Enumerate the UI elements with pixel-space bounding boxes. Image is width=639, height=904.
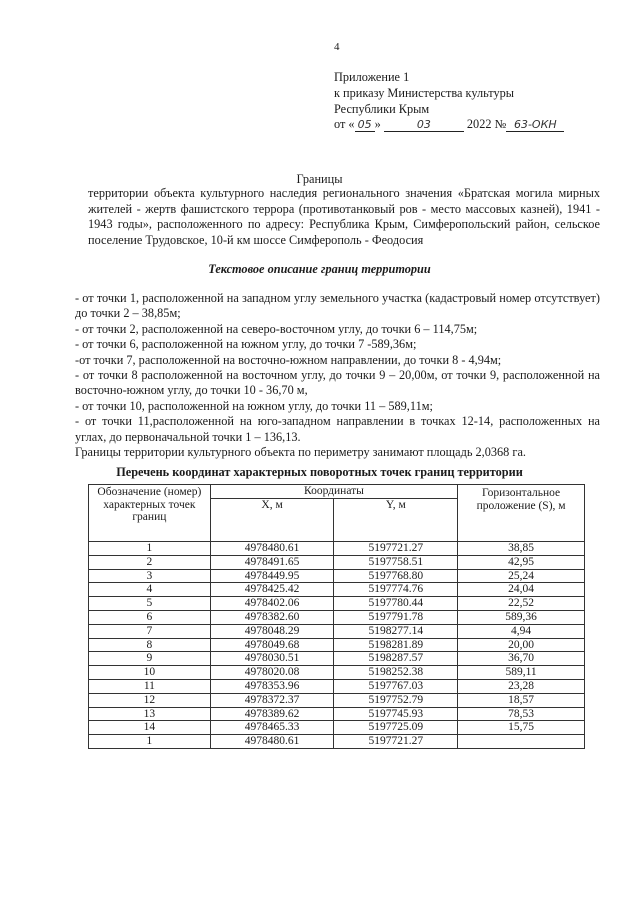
cell-point: 12	[89, 693, 211, 707]
cell-length: 25,24	[458, 569, 585, 583]
description-line: - от точки 10, расположенной на южном углу, до точки 11 – 589,11м;	[75, 398, 433, 413]
area-summary: Границы территории культурного объекта по периметру занимают площадь 2,0368 га.	[75, 445, 526, 460]
cell-y: 5197721.27	[334, 542, 458, 556]
cell-x: 4978425.42	[210, 583, 334, 597]
cell-y: 5198287.57	[334, 652, 458, 666]
year-prefix: 2022 №	[466, 117, 507, 132]
table-row	[89, 597, 585, 611]
date-mid: »	[374, 117, 381, 132]
cell-y: 5198281.89	[334, 638, 458, 652]
cell-point: 6	[89, 610, 211, 624]
table-row	[89, 555, 585, 569]
date-day: 05	[355, 118, 375, 132]
cell-y: 5197791.78	[334, 610, 458, 624]
table-row	[89, 679, 585, 693]
cell-x: 4978048.29	[210, 624, 334, 638]
table-row	[89, 707, 585, 721]
appendix-header	[334, 70, 564, 133]
cell-point: 8	[89, 638, 211, 652]
cell-point: 13	[89, 707, 211, 721]
table-row	[89, 693, 585, 707]
document-heading: Границы	[296, 172, 343, 186]
cell-point: 1	[89, 542, 211, 556]
cell-x: 4978382.60	[210, 610, 334, 624]
cell-length: 42,95	[458, 555, 585, 569]
cell-length: 589,11	[458, 666, 585, 680]
cell-length	[458, 735, 585, 749]
cell-point: 2	[89, 555, 211, 569]
cell-x: 4978480.61	[210, 735, 334, 749]
cell-length: 22,52	[458, 597, 585, 611]
header-coordinates: Координаты	[210, 485, 457, 499]
cell-point: 7	[89, 624, 211, 638]
date-month: 03	[384, 118, 464, 132]
page-number: 4	[334, 41, 340, 53]
cell-length: 38,85	[458, 542, 585, 556]
text-description-title: Текстовое описание границ территории	[208, 262, 431, 276]
cell-point: 10	[89, 666, 211, 680]
table-row	[89, 638, 585, 652]
cell-length: 4,94	[458, 624, 585, 638]
table-row	[89, 542, 585, 556]
cell-length: 15,75	[458, 721, 585, 735]
cell-y: 5197725.09	[334, 721, 458, 735]
appendix-republic: Республики Крым	[334, 101, 430, 116]
cell-y: 5197768.80	[334, 569, 458, 583]
intro-paragraph: территории объекта культурного наследия регионального значения «Братская могила мирных жителей - жертв фашистского террора (противотанковый ров - место массовых казней), 1941 - 1943 годы», расположенного по адресу: Республика Крым, Симферопольский район, сельское поселение Трудовское, 10-й км шоссе Симферополь - Феодосия	[88, 186, 600, 247]
table-row	[89, 569, 585, 583]
date-prefix: от «	[334, 117, 355, 132]
appendix-order-ref: к приказу Министерства культуры	[334, 85, 515, 100]
cell-x: 4978465.33	[210, 721, 334, 735]
cell-length: 589,36	[458, 610, 585, 624]
description-line: - от точки 2, расположенной на северо-восточном углу, до точки 6 – 114,75м;	[75, 321, 478, 336]
cell-x: 4978049.68	[210, 638, 334, 652]
appendix-title: Приложение 1	[334, 70, 410, 84]
cell-x: 4978389.62	[210, 707, 334, 721]
cell-point: 5	[89, 597, 211, 611]
cell-x: 4978030.51	[210, 652, 334, 666]
table-row	[89, 624, 585, 638]
cell-point: 1	[89, 735, 211, 749]
cell-point: 3	[89, 569, 211, 583]
cell-point: 4	[89, 583, 211, 597]
cell-x: 4978353.96	[210, 679, 334, 693]
table-row	[89, 666, 585, 680]
table-row	[89, 652, 585, 666]
cell-y: 5197780.44	[334, 597, 458, 611]
cell-x: 4978372.37	[210, 693, 334, 707]
table-title: Перечень координат характерных поворотных точек границ территории	[116, 465, 523, 479]
header-y: Y, м	[334, 499, 458, 542]
order-number: 63-ОКН	[506, 118, 564, 132]
cell-x: 4978449.95	[210, 569, 334, 583]
cell-point: 14	[89, 721, 211, 735]
boundary-description	[75, 291, 600, 460]
cell-y: 5197767.03	[334, 679, 458, 693]
cell-x: 4978480.61	[210, 542, 334, 556]
cell-y: 5197745.93	[334, 707, 458, 721]
description-line: - от точки 8 расположенной на восточном углу, до точки 9 – 20,00м, от точки 9, расположенной на восточно-южном углу, до точки 10 - 36,70 м,	[75, 368, 600, 398]
header-length: Горизонтальное проложение (S), м	[458, 485, 585, 542]
header-point: Обозначение (номер) характерных точек границ	[89, 485, 211, 542]
cell-x: 4978491.65	[210, 555, 334, 569]
cell-length: 20,00	[458, 638, 585, 652]
cell-length: 78,53	[458, 707, 585, 721]
cell-length: 23,28	[458, 679, 585, 693]
description-line: - от точки 6, расположенной на южном углу, до точки 7 -589,36м;	[75, 337, 417, 352]
table-row	[89, 583, 585, 597]
table-row	[89, 721, 585, 735]
cell-y: 5198252.38	[334, 666, 458, 680]
coordinates-table	[88, 484, 585, 749]
description-line: - от точки 11,расположенной на юго-западном направлении в точках 12-14, расположенных на углах, до первоначальной точки 1 – 136,13.	[75, 414, 600, 444]
cell-point: 9	[89, 652, 211, 666]
cell-y: 5197721.27	[334, 735, 458, 749]
cell-length: 24,04	[458, 583, 585, 597]
cell-point: 11	[89, 679, 211, 693]
cell-length: 18,57	[458, 693, 585, 707]
cell-y: 5198277.14	[334, 624, 458, 638]
cell-x: 4978020.08	[210, 666, 334, 680]
header-x: X, м	[210, 499, 334, 542]
cell-y: 5197752.79	[334, 693, 458, 707]
description-line: -от точки 7, расположенной на восточно-южном направлении, до точки 8 - 4,94м;	[75, 352, 502, 367]
cell-y: 5197758.51	[334, 555, 458, 569]
cell-y: 5197774.76	[334, 583, 458, 597]
cell-length: 36,70	[458, 652, 585, 666]
table-row	[89, 610, 585, 624]
table-row	[89, 735, 585, 749]
cell-x: 4978402.06	[210, 597, 334, 611]
description-line: - от точки 1, расположенной на западном углу земельного участка (кадастровый номер отсутствует) до точки 2 – 38,85м;	[75, 291, 600, 321]
appendix-date-line	[334, 117, 564, 133]
